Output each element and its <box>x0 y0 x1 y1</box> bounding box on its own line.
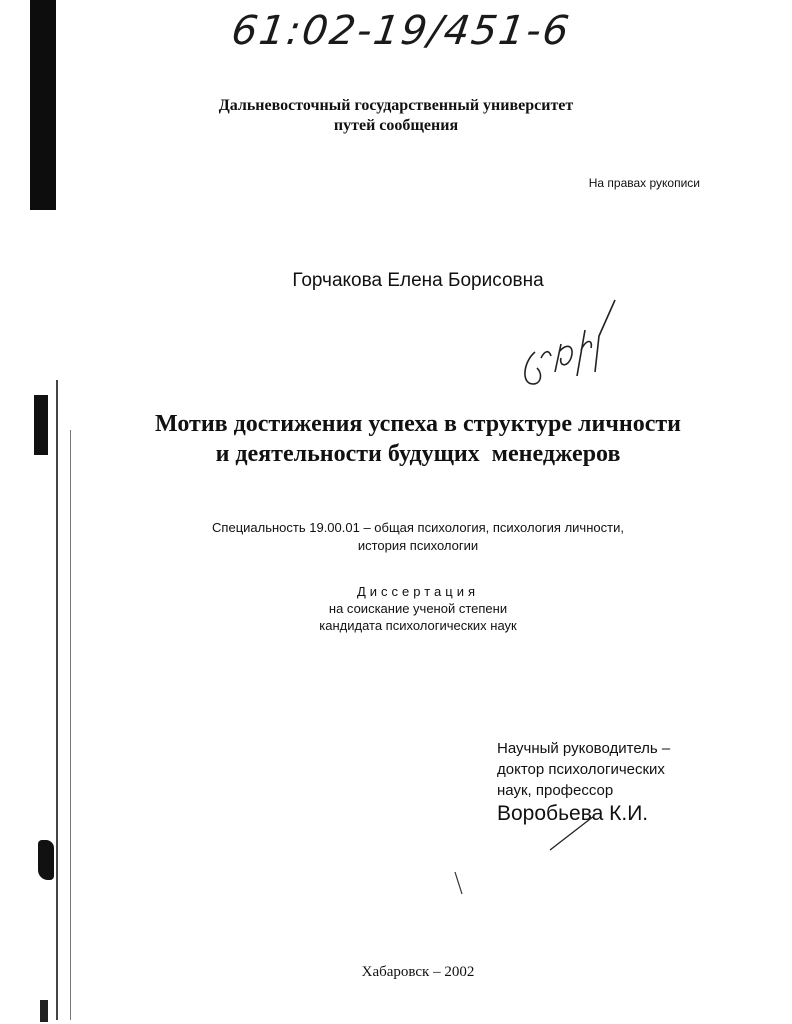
degree-statement <box>0 583 792 634</box>
pen-mark <box>452 870 466 896</box>
title-line-1: Мотив достижения успеха в структуре личности <box>155 411 681 437</box>
advisor-line-3: наук, профессор <box>497 782 614 799</box>
university-name <box>0 96 792 136</box>
university-line-1: Дальневосточный государственный университет <box>218 97 574 114</box>
advisor-line-2: доктор психологических <box>497 761 665 778</box>
university-line-2: путей сообщения <box>333 117 459 134</box>
dissertation-label: Диссертация <box>356 584 480 599</box>
advisor-name: Воробьева К.И. <box>497 802 649 825</box>
degree-line-3: кандидата психологических наук <box>319 618 517 633</box>
advisor-signature-stroke <box>548 812 598 852</box>
manuscript-rights-note: На правах рукописи <box>588 176 700 190</box>
author-name: Горчакова Елена Борисовна <box>292 270 544 291</box>
specialty <box>0 519 792 555</box>
handwritten-catalog-number: 61:02-19/451-6 <box>228 8 574 54</box>
advisor-line-1: Научный руководитель – <box>497 740 671 757</box>
scan-artifact <box>40 1000 48 1022</box>
title-line-2: и деятельности будущих менеджеров <box>215 441 621 467</box>
specialty-line-1: Специальность 19.00.01 – общая психология, психология личности, <box>212 520 624 535</box>
scan-edge-line <box>56 380 58 1020</box>
city-year: Хабаровск – 2002 <box>361 964 475 980</box>
specialty-line-2: история психологии <box>357 538 479 553</box>
handwritten-signature <box>515 292 625 392</box>
dissertation-title <box>0 409 792 469</box>
scan-artifact <box>38 840 54 880</box>
degree-line-2: на соискание ученой степени <box>328 601 508 616</box>
